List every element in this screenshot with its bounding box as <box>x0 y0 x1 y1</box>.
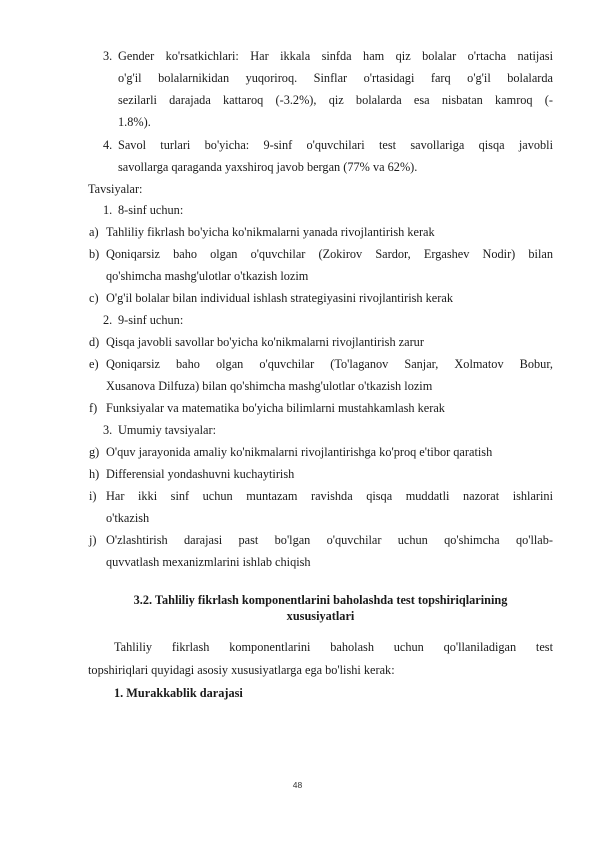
item-letter: a) <box>89 225 99 239</box>
page-number: 48 <box>292 780 303 790</box>
text-line: Har ikki sinf uchun muntazam ravishda qisqa muddatli nazorat ishlarini <box>106 489 553 503</box>
group-number: 3. <box>103 423 113 437</box>
text-line: Funksiyalar va matematika bo'yicha bilimlarni mustahkamlash kerak <box>106 401 445 415</box>
section-heading-line2: xususiyatlari <box>286 609 355 623</box>
text-line: O'g'il bolalar bilan individual ishlash strategiyasini rivojlantirish kerak <box>106 291 453 305</box>
text-line: 1.8%). <box>118 115 151 129</box>
text-line: Savol turlari bo'yicha: 9-sinf o'quvchilari test savollariga qisqa javobli <box>118 138 553 152</box>
group-title: 9-sinf uchun: <box>118 313 184 327</box>
list-number: 4. <box>103 138 113 152</box>
item-letter: i) <box>89 489 97 503</box>
text-line: o'tkazish <box>106 511 150 525</box>
subheading: 1. Murakkablik darajasi <box>114 686 243 700</box>
text-line: Qoniqarsiz baho olgan o'quvchilar (To'laganov Sanjar, Xolmatov Bobur, <box>106 357 553 371</box>
item-letter: c) <box>89 291 99 305</box>
group-number: 1. <box>103 203 113 217</box>
group-title: 8-sinf uchun: <box>118 203 184 217</box>
text-line: Qoniqarsiz baho olgan o'quvchilar (Zokirov Sardor, Ergashev Nodir) bilan <box>106 247 553 261</box>
text-line: sezilarli darajada kattaroq (-3.2%), qiz bolalarda esa nisbatan kamroq (- <box>118 93 553 107</box>
text-line: o'g'il bolalarnikidan yuqoriroq. Sinflar o'rtasidagi farq o'g'il bolalarda <box>118 71 553 85</box>
item-letter: e) <box>89 357 99 371</box>
text-line: Tahliliy fikrlash bo'yicha ko'nikmalarni yanada rivojlantirish kerak <box>106 225 435 239</box>
text-line: Qisqa javobli savollar bo'yicha ko'nikmalarni rivojlantirish zarur <box>106 335 424 349</box>
item-letter: j) <box>89 533 97 547</box>
item-letter: f) <box>89 401 98 415</box>
item-letter: b) <box>89 247 100 261</box>
recommendations-label: Tavsiyalar: <box>88 182 143 196</box>
group-number: 2. <box>103 313 113 327</box>
text-line: qo'shimcha mashg'ulotlar o'tkazish lozim <box>106 269 309 283</box>
item-letter: d) <box>89 335 100 349</box>
list-number: 3. <box>103 49 113 63</box>
group-title: Umumiy tavsiyalar: <box>118 423 217 437</box>
text-line: savollarga qaraganda yaxshiroq javob bergan (77% va 62%). <box>118 160 418 174</box>
text-line: Differensial yondashuvni kuchaytirish <box>106 467 295 481</box>
paragraph-line: topshiriqlari quyidagi asosiy xususiyatlarga ega bo'lishi kerak: <box>88 663 395 677</box>
text-line: O'quv jarayonida amaliy ko'nikmalarni rivojlantirishga ko'proq e'tibor qaratish <box>106 445 493 459</box>
text-line: Gender ko'rsatkichlari: Har ikkala sinfda ham qiz bolalar o'rtacha natijasi <box>118 49 553 63</box>
item-letter: h) <box>89 467 100 481</box>
text-line: Xusanova Dilfuza) bilan qo'shimcha mashg'ulotlar o'tkazish lozim <box>106 379 433 393</box>
section-heading-line1: 3.2. Tahliliy fikrlash komponentlarini baholashda test topshiriqlarining <box>133 593 508 607</box>
item-letter: g) <box>89 445 100 459</box>
text-line: quvvatlash mexanizmlarini ishlab chiqish <box>106 555 311 569</box>
text-line: O'zlashtirish darajasi past bo'lgan o'quvchilar uchun qo'shimcha qo'llab- <box>106 533 553 547</box>
paragraph-line: Tahliliy fikrlash komponentlarini baholash uchun qo'llaniladigan test <box>114 640 553 654</box>
